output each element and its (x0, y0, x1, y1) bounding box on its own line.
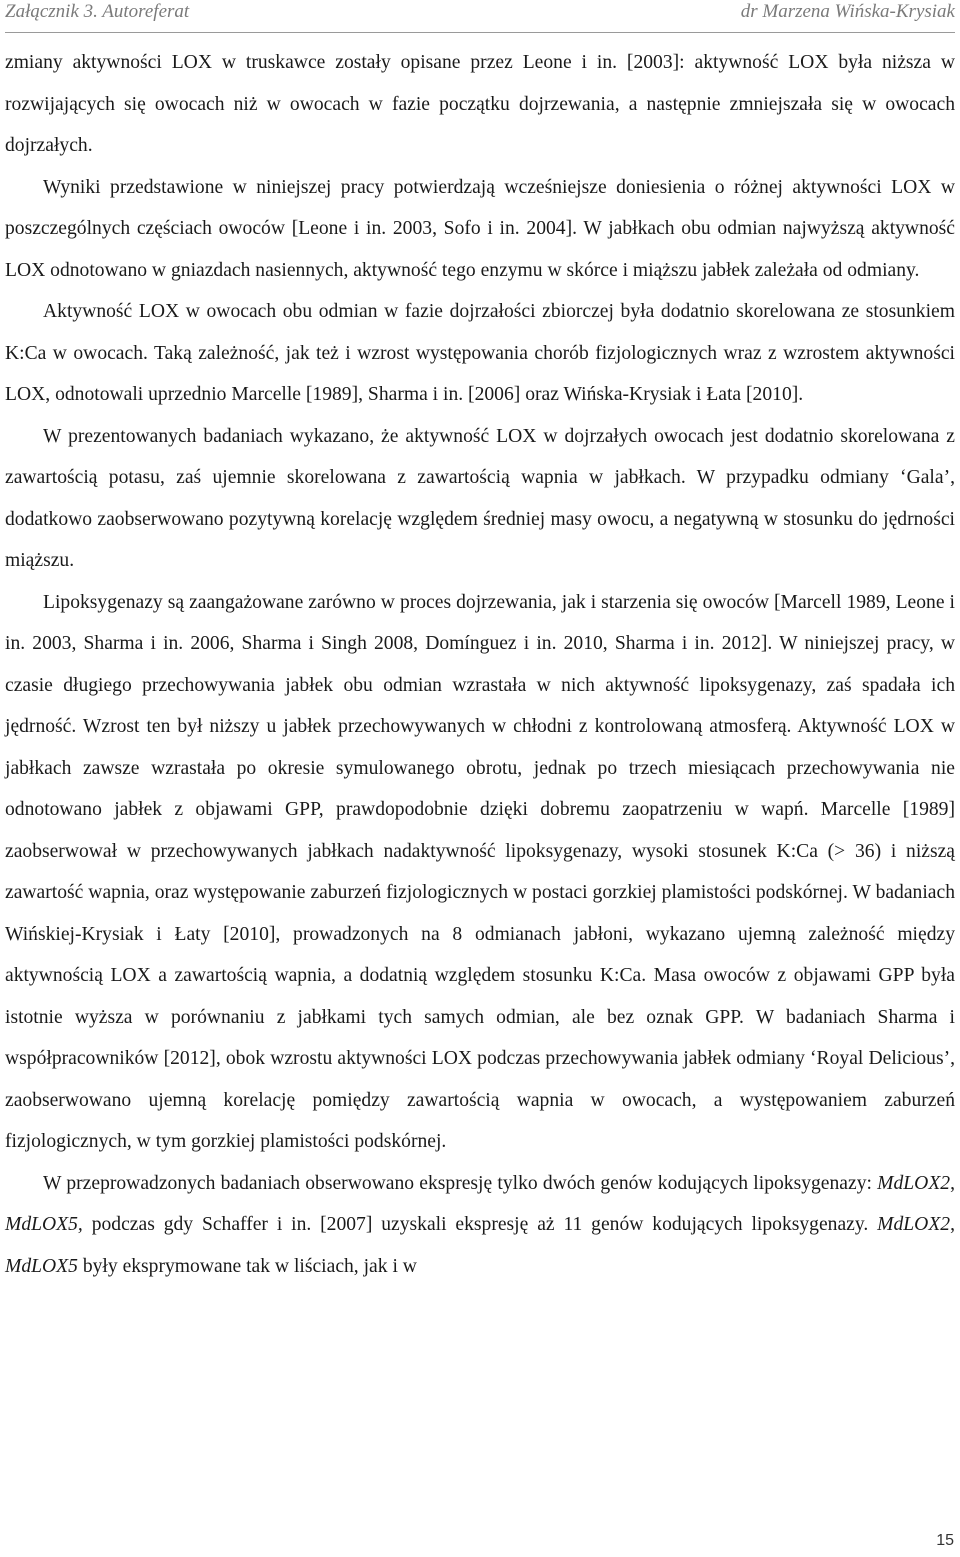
header-rule (5, 32, 955, 33)
gene-name: MdLOX5, (5, 1214, 83, 1235)
text-run: W przeprowadzonych badaniach obserwowano ekspresję tylko dwóch genów kodujących lipoksygenazy: (43, 1172, 878, 1194)
gene-name: MdLOX2 (877, 1172, 951, 1194)
paragraph: zmiany aktywności LOX w truskawce zostały opisane przez Leone i in. [2003]: aktywność LOX była niższa w rozwijających się owocach niż w owocach w fazie początku dojrzewania, a następnie zmniejszała się w owocach dojrzałych. (5, 52, 955, 156)
page-header (5, 0, 955, 30)
paragraph: W prezentowanych badaniach wykazano, że aktywność LOX w dojrzałych owocach jest dodatnio skorelowana z zawartością potasu, zaś ujemnie skorelowana z zawartością wapnia w jabłkach. W przypadku odmiany ‘Gala’, dodatkowo zaobserwowano pozytywną korelację względem średniej masy owocu, a negatywną w stosunku do jędrności miąższu. (5, 425, 955, 571)
gene-name: MdLOX2 (877, 1214, 951, 1235)
text-run: , (950, 1172, 955, 1194)
text-run: podczas gdy Schaffer i in. [2007] uzyskali ekspresję aż 11 genów kodujących lipoksygenazy. (82, 1214, 878, 1235)
header-right: dr Marzena Wińska-Krysiak (740, 1, 955, 22)
header-left: Załącznik 3. Autoreferat (5, 1, 190, 22)
paragraph: Wyniki przedstawione w niniejszej pracy potwierdzają wcześniejsze doniesienia o różnej aktywności LOX w poszczególnych częściach owoców [Leone i in. 2003, Sofo i in. 2004]. W jabłkach obu odmian najwyższą aktywność LOX odnotowano w gniazdach nasiennych, aktywność tego enzymu w skórce i miąższu jabłek zależała od odmiany. (5, 176, 955, 281)
document-body (5, 42, 955, 1287)
text-run: , (950, 1214, 955, 1235)
page-number: 15 (936, 1532, 954, 1549)
text-run: były eksprymowane tak w liściach, jak i w (77, 1255, 417, 1277)
paragraph: Lipoksygenazy są zaangażowane zarówno w proces dojrzewania, jak i starzenia się owoców [Marcell 1989, Leone i in. 2003, Sharma i in. 2006, Sharma i Singh 2008, Domínguez i in. 2010, Sharma i in. 2012]. W niniejszej pracy, w czasie długiego przechowywania jabłek obu odmian wzrastała w nich aktywność lipoksygenazy, zaś spadała ich jędrność. Wzrost ten był niższy u jabłek przechowywanych w chłodni z kontrolowaną atmosferą. Aktywność LOX w jabłkach zawsze wzrastała po okresie symulowanego obrotu, jednak po trzech miesiącach przechowywania nie odnotowano jabłek z objawami GPP, prawdopodobnie dzięki dobremu zaopatrzeniu w wapń. Marcelle [1989] zaobserwował w przechowywanych jabłkach nadaktywność lipoksygenazy, wysoki stosunek K:Ca (> 36) i niższą zawartość wapnia, oraz występowanie zaburzeń fizjologicznych w postaci gorzkiej plamistości podskórnej. W badaniach Wińskiej-Krysiak i Łaty [2010], prowadzonych na 8 odmianach jabłoni, wykazano ujemną zależność między aktywnością LOX a zawartością wapnia, a dodatnią względem stosunku K:Ca. Masa owoców z objawami GPP była istotnie wyższa w porównaniu z jabłkami tych samych odmian, ale bez oznak GPP. W badaniach Sharma i współpracowników [2012], obok wzrostu aktywności LOX podczas przechowywania jabłek odmiany ‘Royal Delicious’, zaobserwowano ujemną korelację pomiędzy zawartością wapnia w owocach, a występowaniem zaburzeń fizjologicznych, w tym gorzkiej plamistości podskórnej. (5, 591, 955, 1152)
paragraph: Aktywność LOX w owocach obu odmian w fazie dojrzałości zbiorczej była dodatnio skorelowana ze stosunkiem K:Ca w owocach. Taką zależność, jak też i wzrost występowania chorób fizjologicznych wraz z wzrostem aktywności LOX, odnotowali uprzednio Marcelle [1989], Sharma i in. [2006] oraz Wińska-Krysiak i Łata [2010]. (5, 301, 955, 405)
gene-name: MdLOX5 (5, 1255, 78, 1277)
paragraph-last (5, 1163, 955, 1288)
